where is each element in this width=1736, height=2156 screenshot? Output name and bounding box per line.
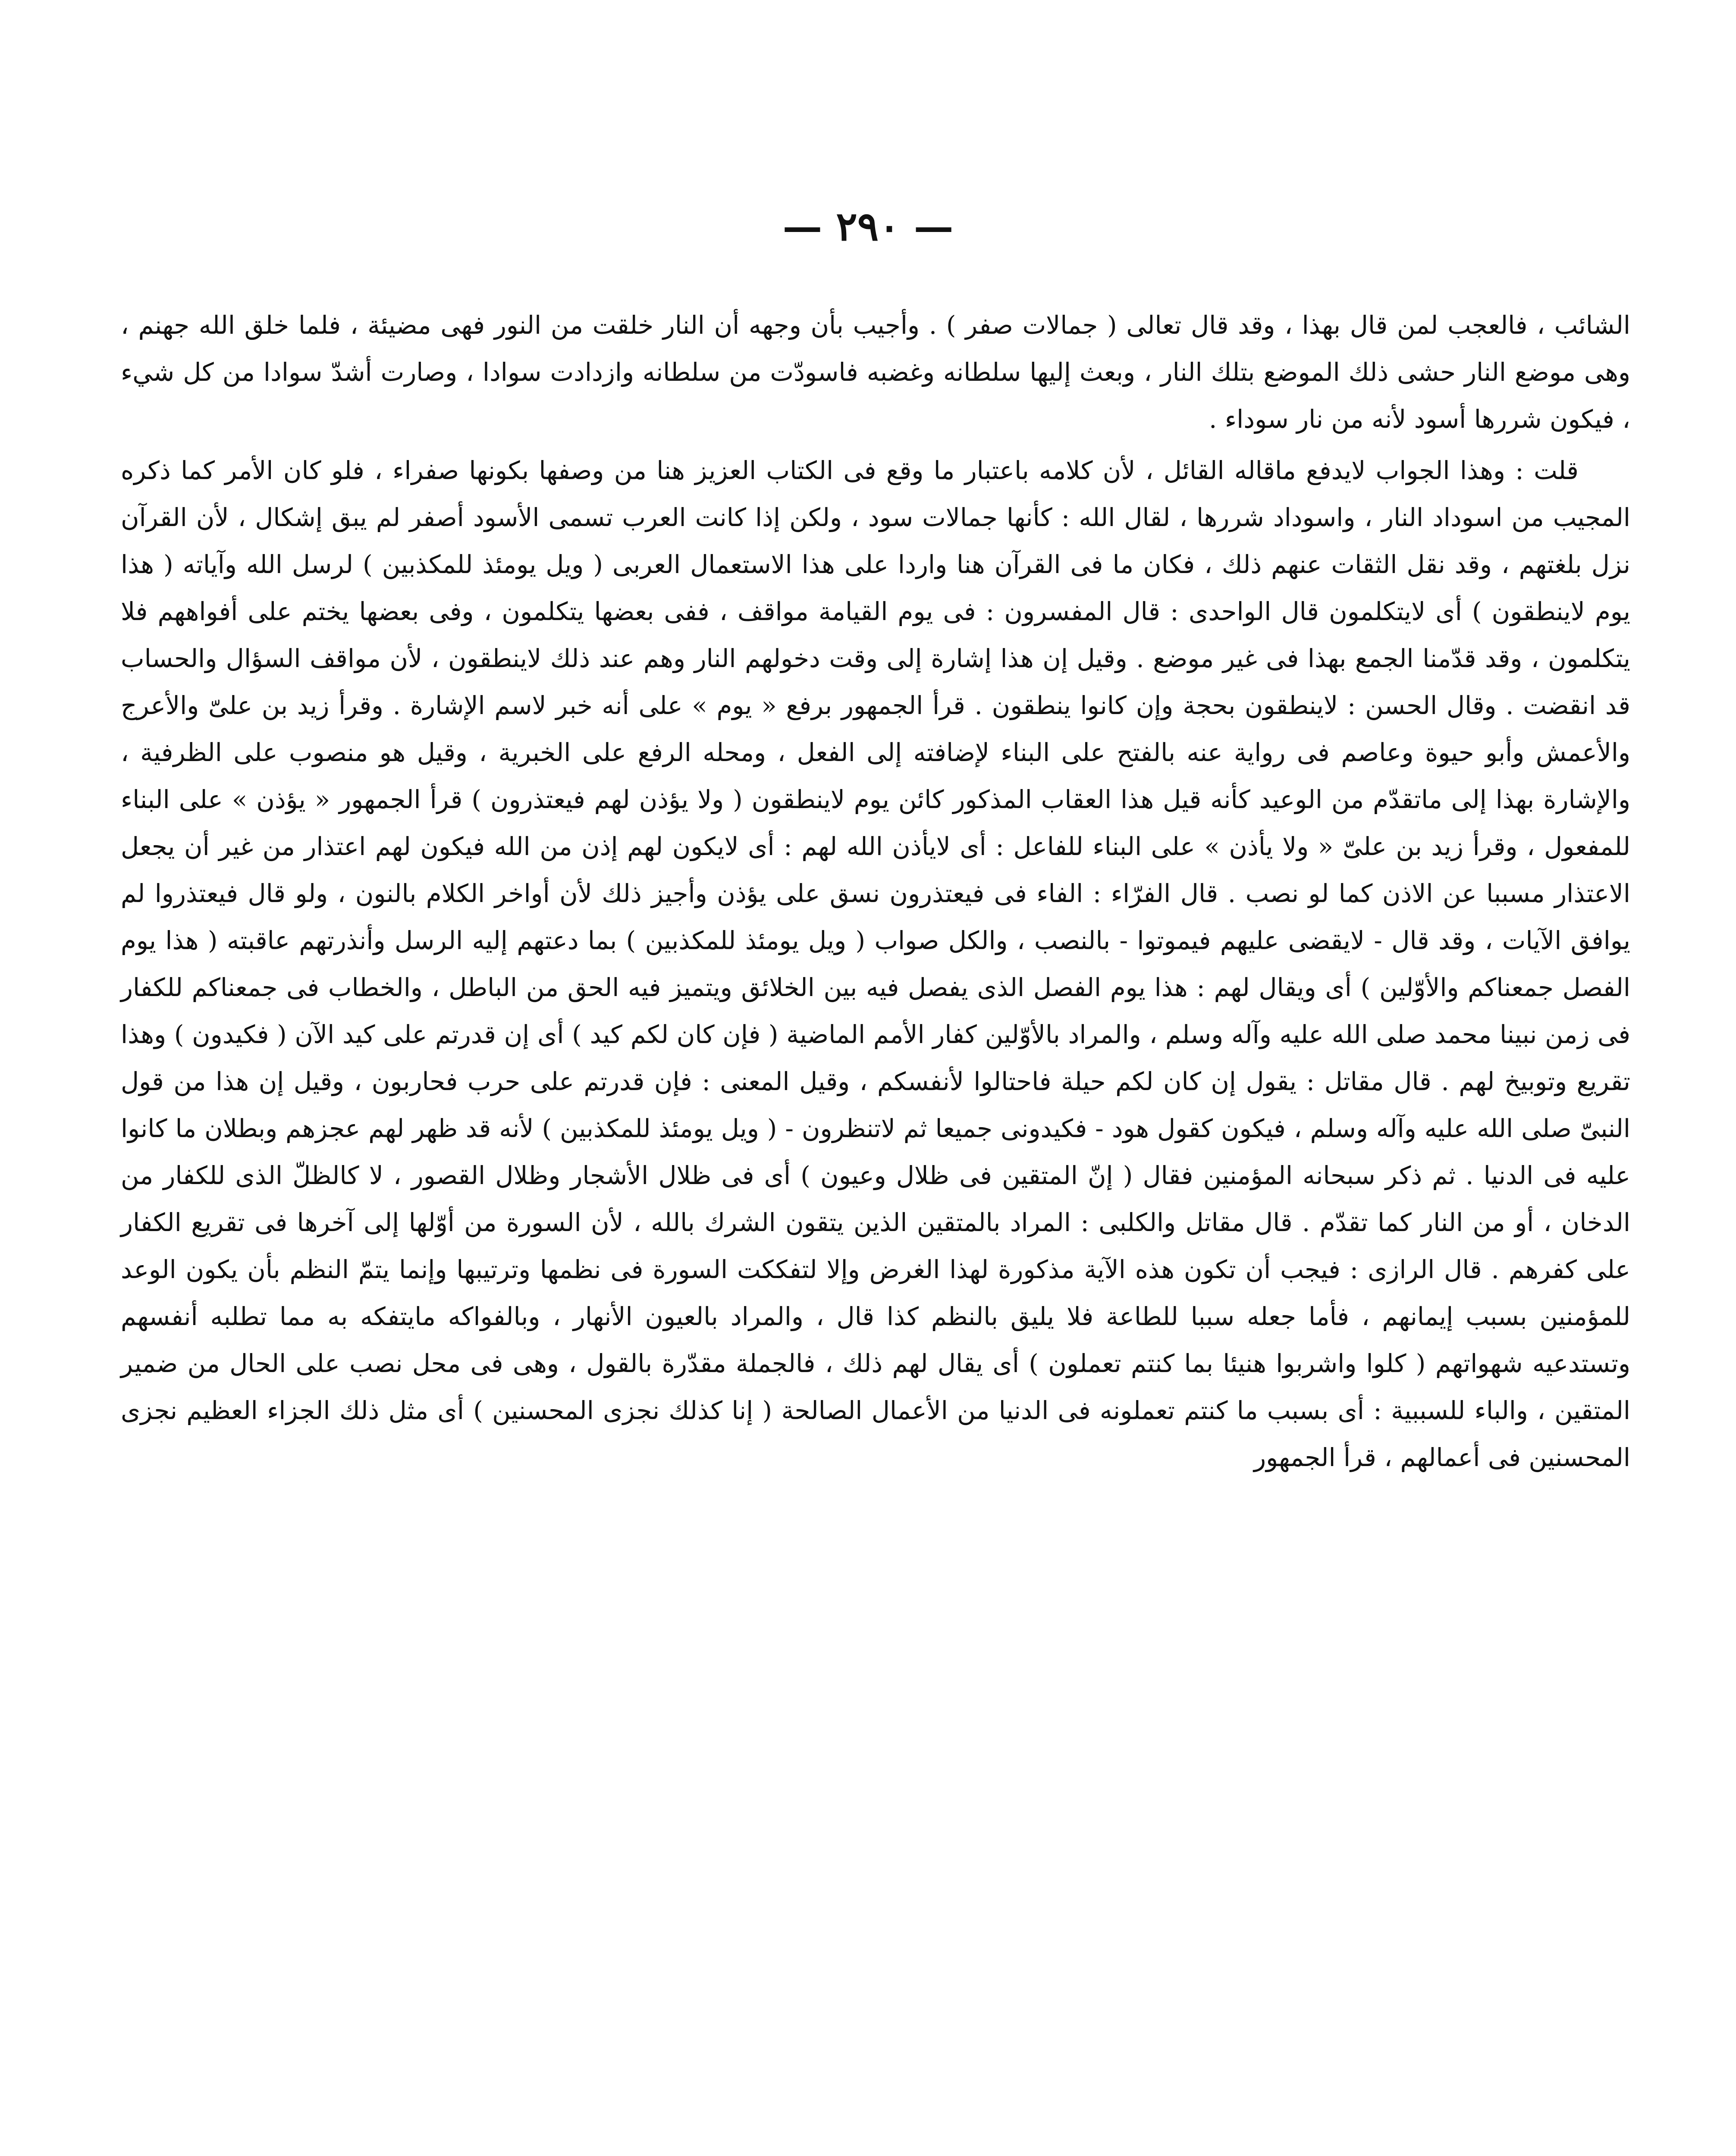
paragraph-2: قلت : وهذا الجواب لايدفع ماقاله القائل ، لأن كلامه باعتبار ما وقع فى الكتاب العزيز هنا من وصفها بكونها صفراء ، فلو كان الأمر كما ذكره المجيب من اسوداد النار ، واسوداد شررها ، لقال الله : كأنها جمالات سود ، ولكن إذا كانت العرب تسمى الأسود أصفر لم يبق إشكال ، لأن القرآن نزل بلغتهم ، وقد نقل الثقات عنهم ذلك ، فكان ما فى القرآن هنا واردا على هذا الاستعمال العربى ( ويل يومئذ للمكذبين ) لرسل الله وآياته ( هذا يوم لاينطقون ) أى لايتكلمون قال الواحدى : قال المفسرون : فى يوم القيامة مواقف ، ففى بعضها يتكلمون ، وفى بعضها يختم على أفواههم فلا يتكلمون ، وقد قدّمنا الجمع بهذا فى غير موضع . وقيل إن هذا إشارة إلى وقت دخولهم النار وهم عند ذلك لاينطقون ، لأن مواقف السؤال والحساب قد انقضت . وقال الحسن : لاينطقون بحجة وإن كانوا ينطقون . قرأ الجمهور برفع « يوم » على أنه خبر لاسم الإشارة . وقرأ زيد بن علىّ والأعرج والأعمش وأبو حيوة وعاصم فى رواية عنه بالفتح على البناء لإضافته إلى الفعل ، ومحله الرفع على الخبرية ، وقيل هو منصوب على الظرفية ، والإشارة بهذا إلى ماتقدّم من الوعيد كأنه قيل هذا العقاب المذكور كائن يوم لاينطقون ( ولا يؤذن لهم فيعتذرون ) قرأ الجمهور « يؤذن » على البناء للمفعول ، وقرأ زيد بن علىّ « ولا يأذن » على البناء للفاعل : أى لايأذن الله لهم : أى لايكون لهم إذن من الله فيكون لهم اعتذار من غير أن يجعل الاعتذار مسببا عن الاذن كما لو نصب . قال الفرّاء : الفاء فى فيعتذرون نسق على يؤذن وأجيز ذلك لأن أواخر الكلام بالنون ، ولو قال فيعتذروا لم يوافق الآيات ، وقد قال - لايقضى عليهم فيموتوا - بالنصب ، والكل صواب ( ويل يومئذ للمكذبين ) بما دعتهم إليه الرسل وأنذرتهم عاقبته ( هذا يوم الفصل جمعناكم والأوّلين ) أى ويقال لهم : هذا يوم الفصل الذى يفصل فيه بين الخلائق ويتميز فيه الحق من الباطل ، والخطاب فى جمعناكم للكفار فى زمن نبينا محمد صلى الله عليه وآله وسلم ، والمراد بالأوّلين كفار الأمم الماضية ( فإن كان لكم كيد ) أى إن قدرتم على كيد الآن ( فكيدون ) وهذا تقريع وتوبيخ لهم . قال مقاتل : يقول إن كان لكم حيلة فاحتالوا لأنفسكم ، وقيل المعنى : فإن قدرتم على حرب فحاربون ، وقيل إن هذا من قول النبىّ صلى الله عليه وآله وسلم ، فيكون كقول هود - فكيدونى جميعا ثم لاتنظرون - ( ويل يومئذ للمكذبين ) لأنه قد ظهر لهم عجزهم وبطلان ما كانوا عليه فى الدنيا . ثم ذكر سبحانه المؤمنين فقال ( إنّ المتقين فى ظلال وعيون ) أى فى ظلال الأشجار وظلال القصور ، لا كالظلّ الذى للكفار من الدخان ، أو من النار كما تقدّم . قال مقاتل والكلبى : المراد بالمتقين الذين يتقون الشرك بالله ، لأن السورة من أوّلها إلى آخرها فى تقريع الكفار على كفرهم . قال الرازى : فيجب أن تكون هذه الآية مذكورة لهذا الغرض وإلا لتفككت السورة فى نظمها وترتيبها وإنما يتمّ النظم بأن يكون الوعد للمؤمنين بسبب إيمانهم ، فأما جعله سببا للطاعة فلا يليق بالنظم كذا قال ، والمراد بالعيون الأنهار ، وبالفواكه مايتفكه به مما تطلبه أنفسهم وتستدعيه شهواتهم ( كلوا واشربوا هنيئا بما كنتم تعملون ) أى يقال لهم ذلك ، فالجملة مقدّرة بالقول ، وهى فى محل نصب على الحال من ضمير المتقين ، والباء للسببية : أى بسبب ما كنتم تعملونه فى الدنيا من الأعمال الصالحة ( إنا كذلك نجزى المحسنين ) أى مثل ذلك الجزاء العظيم نجزى المحسنين فى أعمالهم ، قرأ الجمهور [121, 456, 1630, 1472]
page-body [121, 302, 1630, 1485]
paragraph-1: الشائب ، فالعجب لمن قال بهذا ، وقد قال تعالى ( جمالات صفر ) . وأجيب بأن وجهه أن النار خلقت من النور فهى مضيئة ، فلما خلق الله جهنم ، وهى موضع النار حشى ذلك الموضع بتلك النار ، وبعث إليها سلطانه وغضبه فاسودّت من سلطانه وازدادت سوادا ، وصارت أشدّ سوادا من كل شيء ، فيكون شررها أسود لأنه من نار سوداء . [121, 310, 1630, 434]
page-number: — ٢٩٠ — [782, 203, 954, 250]
